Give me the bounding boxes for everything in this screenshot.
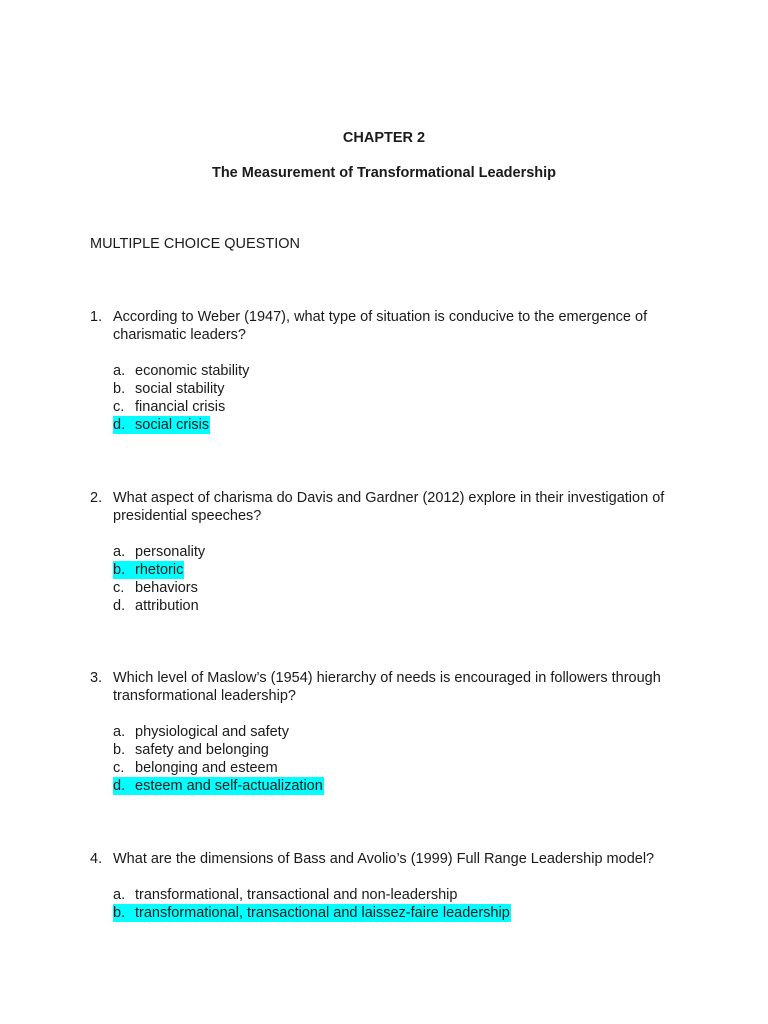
question-text: What aspect of charisma do Davis and Gardner (2012) explore in their investigation of presidential speeches? — [113, 490, 665, 524]
option-text: economic stability — [135, 363, 250, 379]
option-a — [113, 362, 690, 380]
option-a — [113, 723, 690, 741]
question-text: According to Weber (1947), what type of situation is conducive to the emergence of charismatic leaders? — [113, 309, 648, 343]
option-letter: d. — [113, 417, 126, 433]
option-text: transformational, transactional and non-leadership — [135, 887, 458, 903]
answer-options — [90, 886, 690, 922]
question-stem — [90, 850, 690, 868]
option-text: social stability — [135, 381, 225, 397]
option-letter: d. — [113, 598, 126, 614]
option-b-correct-answer — [113, 904, 690, 922]
question-stem — [90, 489, 690, 525]
option-d — [113, 597, 690, 615]
option-c — [113, 759, 690, 777]
option-text: physiological and safety — [135, 724, 289, 740]
question-number: 2. — [90, 490, 103, 506]
option-letter: a. — [113, 363, 126, 379]
question-stem — [90, 669, 690, 705]
question-stem — [90, 308, 690, 344]
option-a — [113, 543, 690, 561]
question-2 — [90, 489, 690, 615]
section-heading: MULTIPLE CHOICE QUESTION — [90, 236, 301, 252]
question-number: 4. — [90, 851, 103, 867]
question-text: Which level of Maslow’s (1954) hierarchy of needs is encouraged in followers through transformational leadership? — [113, 670, 661, 704]
answer-options — [90, 362, 690, 434]
answer-options — [90, 543, 690, 615]
option-c — [113, 398, 690, 416]
question-3 — [90, 669, 690, 795]
option-letter: c. — [113, 760, 125, 776]
option-d-correct-answer — [113, 777, 690, 795]
option-text: social crisis — [135, 417, 210, 433]
chapter-heading: CHAPTER 2 — [342, 130, 426, 146]
option-b — [113, 741, 690, 759]
question-4 — [90, 850, 690, 922]
option-letter: b. — [113, 905, 126, 921]
option-text: safety and belonging — [135, 742, 269, 758]
option-text: transformational, transactional and laissez-faire leadership — [135, 905, 510, 921]
option-a — [113, 886, 690, 904]
option-letter: c. — [113, 399, 125, 415]
option-b-correct-answer — [113, 561, 690, 579]
option-text: esteem and self-actualization — [135, 778, 323, 794]
option-text: attribution — [135, 598, 199, 614]
question-text: What are the dimensions of Bass and Avolio’s (1999) Full Range Leadership model? — [113, 851, 655, 867]
option-letter: a. — [113, 544, 126, 560]
option-letter: d. — [113, 778, 126, 794]
option-letter: b. — [113, 742, 126, 758]
option-letter: b. — [113, 562, 126, 578]
document-title: The Measurement of Transformational Leadership — [211, 165, 557, 181]
option-b — [113, 380, 690, 398]
option-text: belonging and esteem — [135, 760, 278, 776]
option-text: rhetoric — [135, 562, 184, 578]
option-c — [113, 579, 690, 597]
option-text: financial crisis — [135, 399, 226, 415]
option-d-correct-answer — [113, 416, 690, 434]
question-number: 3. — [90, 670, 103, 686]
question-1 — [90, 308, 690, 434]
option-letter: b. — [113, 381, 126, 397]
option-text: personality — [135, 544, 206, 560]
answer-options — [90, 723, 690, 795]
option-letter: a. — [113, 887, 126, 903]
question-number: 1. — [90, 309, 103, 325]
option-text: behaviors — [135, 580, 198, 596]
option-letter: a. — [113, 724, 126, 740]
option-letter: c. — [113, 580, 125, 596]
